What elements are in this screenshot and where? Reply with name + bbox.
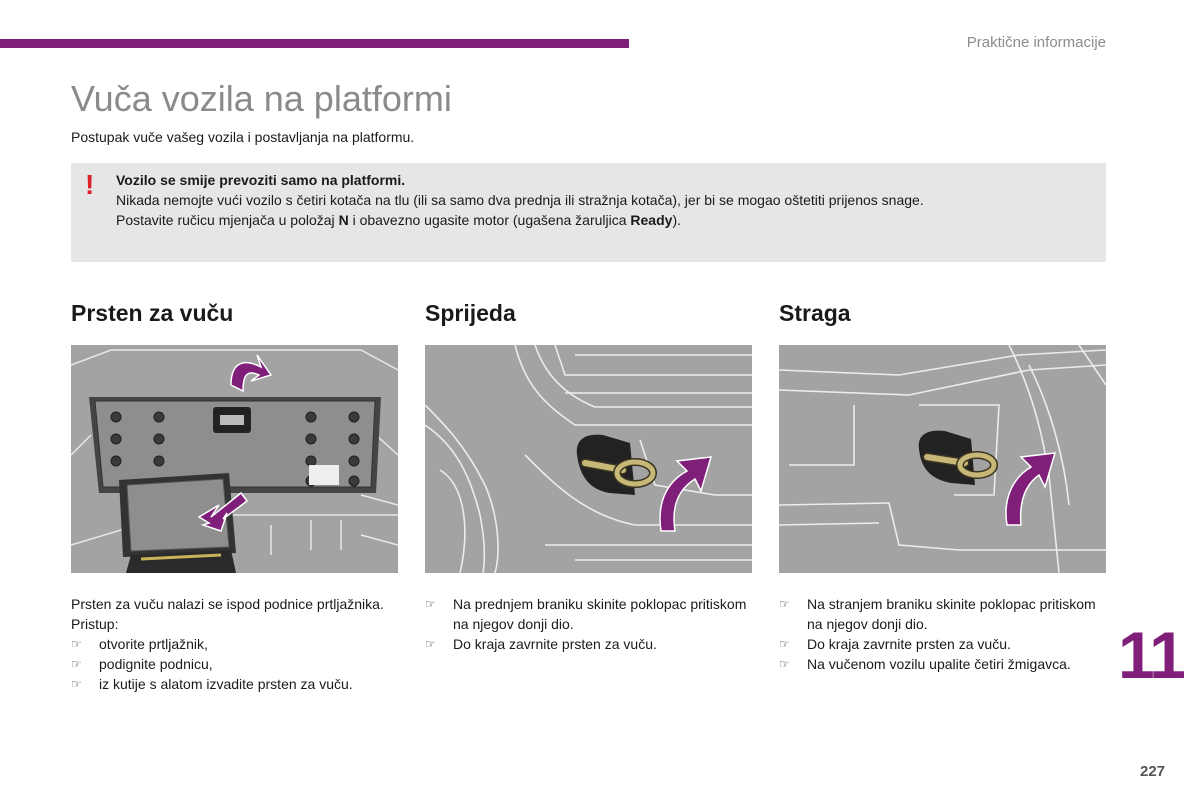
heading-ring: Prsten za vuču bbox=[71, 300, 234, 326]
warning-line-2-a: Postavite ručicu mjenjača u položaj bbox=[116, 212, 339, 228]
section-label: Praktične informacije bbox=[966, 34, 1106, 51]
gear-position-n: N bbox=[338, 212, 349, 228]
column-ring bbox=[71, 300, 398, 692]
warning-line-2 bbox=[116, 210, 924, 230]
ready-lamp-label: Ready bbox=[630, 212, 673, 228]
trunk-floor-illustration bbox=[71, 345, 398, 573]
pointing-hand-icon: ☞ bbox=[71, 657, 82, 671]
intro-text: Postupak vuče vašeg vozila i postavljanja na platformu. bbox=[71, 129, 415, 145]
column-front bbox=[425, 300, 752, 652]
header-accent-bar bbox=[0, 39, 629, 48]
pointing-hand-icon: ☞ bbox=[425, 637, 436, 651]
pointing-hand-icon: ☞ bbox=[71, 637, 82, 651]
warning-box bbox=[71, 163, 1106, 262]
pointing-hand-icon: ☞ bbox=[779, 657, 790, 671]
list-item bbox=[779, 654, 1106, 674]
pointing-hand-icon: ☞ bbox=[71, 677, 82, 691]
page-number: 227 bbox=[1140, 763, 1166, 780]
list-item bbox=[779, 634, 1106, 654]
list-item bbox=[71, 674, 398, 694]
list-item bbox=[779, 594, 1106, 634]
list-item bbox=[71, 634, 398, 654]
list-item-text: Do kraja zavrnite prsten za vuču. bbox=[807, 636, 1011, 652]
heading-front: Sprijeda bbox=[425, 300, 516, 326]
list-item-text: podignite podnicu, bbox=[99, 656, 213, 672]
list-item-text: Na prednjem braniku skinite poklopac pritiskom na njegov donji dio. bbox=[453, 596, 747, 632]
warning-headline: Vozilo se smije prevoziti samo na platformi. bbox=[116, 172, 406, 188]
page-title: Vuča vozila na platformi bbox=[71, 78, 452, 119]
pointing-hand-icon: ☞ bbox=[425, 597, 436, 611]
list-item bbox=[425, 634, 752, 654]
pointing-hand-icon: ☞ bbox=[779, 637, 790, 651]
exclamation-icon: ! bbox=[85, 169, 95, 200]
chapter-number: 11 bbox=[1118, 618, 1184, 692]
list-item-text: iz kutije s alatom izvadite prsten za vuču. bbox=[99, 676, 353, 692]
ring-instructions bbox=[71, 594, 398, 694]
rear-instructions bbox=[779, 594, 1106, 674]
list-item-text: Na vučenom vozilu upalite četiri žmigavca. bbox=[807, 656, 1071, 672]
list-item bbox=[425, 594, 752, 634]
front-bumper-illustration bbox=[425, 345, 752, 573]
heading-rear: Straga bbox=[779, 300, 851, 326]
ring-intro-1: Prsten za vuču nalazi se ispod podnice prtljažnika. bbox=[71, 596, 384, 612]
warning-text bbox=[116, 170, 924, 230]
list-item-text: Na stranjem braniku skinite poklopac pritiskom na njegov donji dio. bbox=[807, 596, 1096, 632]
warning-line-1: Nikada nemojte vući vozilo s četiri kotača na tlu (ili sa samo dva prednja ili stražnja kotača), jer bi se mogao oštetiti prijenos snage. bbox=[116, 192, 924, 208]
list-item-text: otvorite prtljažnik, bbox=[99, 636, 208, 652]
warning-line-2-b: i obavezno ugasite motor (ugašena žaruljica bbox=[348, 212, 631, 228]
warning-line-2-c: ). bbox=[672, 212, 681, 228]
column-rear bbox=[779, 300, 1106, 672]
front-instructions bbox=[425, 594, 752, 654]
list-item bbox=[71, 654, 398, 674]
ring-intro-2: Pristup: bbox=[71, 616, 119, 632]
list-item-text: Do kraja zavrnite prsten za vuču. bbox=[453, 636, 657, 652]
pointing-hand-icon: ☞ bbox=[779, 597, 790, 611]
rear-bumper-illustration bbox=[779, 345, 1106, 573]
